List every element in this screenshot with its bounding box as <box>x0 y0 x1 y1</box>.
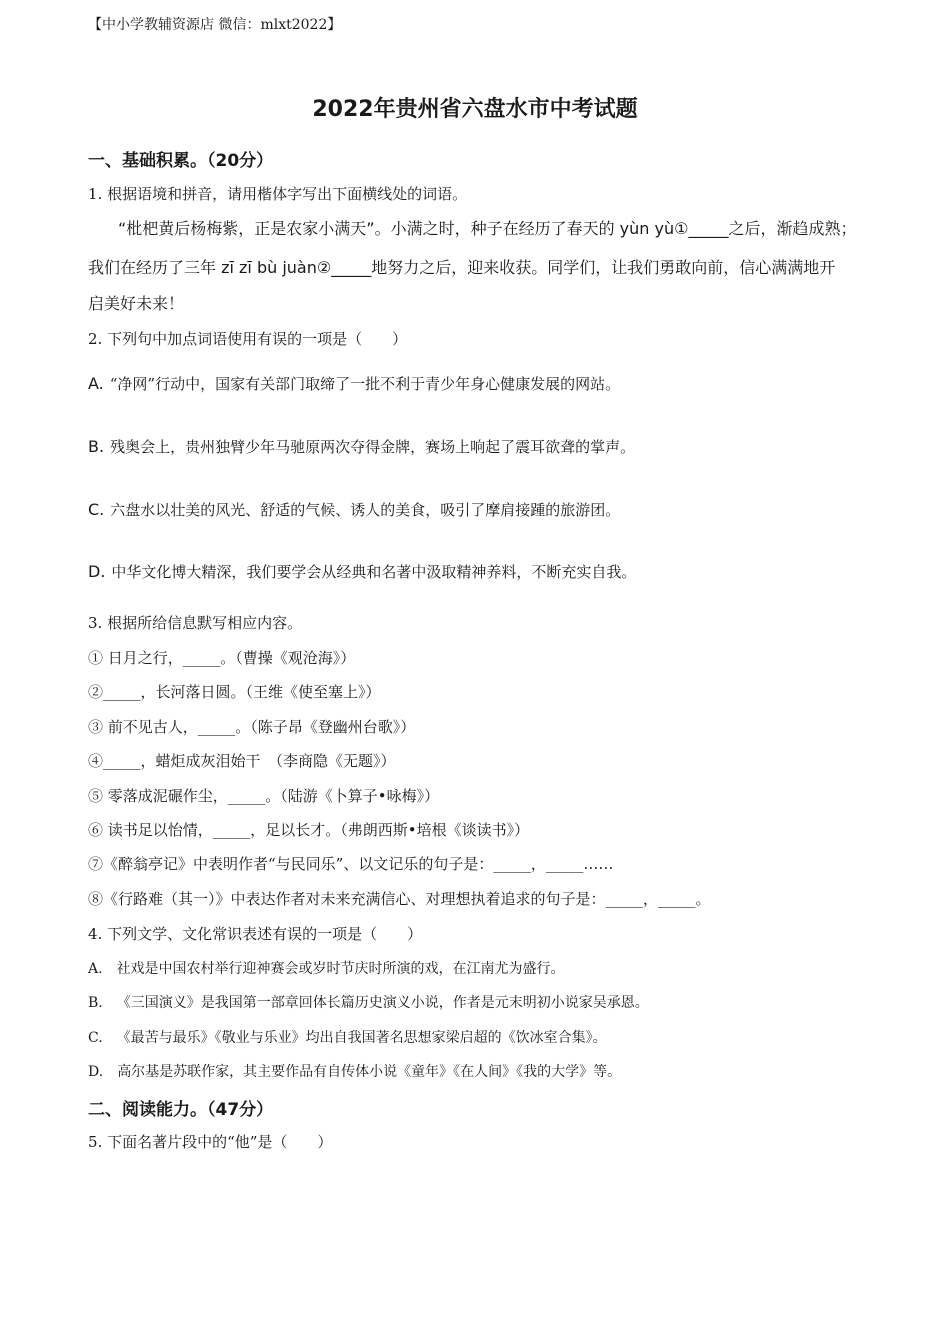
q3-item-3: ③ 前不见古人，_____。（陈子昂《登幽州台歌》） <box>88 718 416 736</box>
q3-item-5: ⑤ 零落成泥碾作尘，_____。（陆游《卜算子•咏梅》） <box>88 787 440 805</box>
option-label: C. <box>88 1030 103 1046</box>
option-label: D. <box>88 562 106 581</box>
q3-item-8: ⑧《行路难（其一）》中表达作者对未来充满信心、对理想执着追求的句子是：_____，_____。 <box>88 890 711 908</box>
page-header: 【中小学教辅资源店 微信：mlxt2022】 <box>88 17 342 33</box>
q4-option-d <box>88 1061 621 1081</box>
q2-option-d <box>88 561 636 582</box>
q1-stem: 1. 根据语境和拼音，请用楷体字写出下面横线处的词语。 <box>88 185 468 203</box>
q3-item-2: ②_____，长河落日圆。（王维《使至塞上》） <box>88 683 381 701</box>
option-text: 六盘水以壮美的风光、舒适的气候、诱人的美食，吸引了摩肩接踵的旅游团。 <box>110 501 621 519</box>
q3-item-4: ④_____，蜡炬成灰泪始干 （李商隐《无题》） <box>88 752 396 770</box>
section-heading-2: 二、阅读能力。（47分） <box>88 1100 274 1120</box>
q5-stem: 5. 下面名著片段中的“他”是（ ） <box>88 1133 333 1151</box>
section-heading-1: 一、基础积累。（20分） <box>88 151 274 171</box>
option-label: D. <box>88 1064 104 1080</box>
option-label: A. <box>88 961 103 977</box>
option-label: B. <box>88 437 105 456</box>
q2-option-b <box>88 436 635 457</box>
option-label: C. <box>88 500 105 519</box>
option-label: A. <box>88 374 104 393</box>
option-text: 《最苦与最乐》《敬业与乐业》均出自我国著名思想家梁启超的《饮冰室合集》。 <box>116 1030 607 1046</box>
q2-option-c <box>88 499 620 520</box>
option-label: B. <box>88 995 103 1011</box>
q4-option-b <box>88 992 649 1012</box>
q4-stem: 4. 下列文学、文化常识表述有误的一项是（ ） <box>88 925 423 943</box>
option-text: 高尔基是苏联作家，其主要作品有自传体小说《童年》《在人间》《我的大学》等。 <box>117 1064 622 1080</box>
page-title: 2022年贵州省六盘水市中考试题 <box>312 97 638 122</box>
q3-item-1: ① 日月之行，_____。（曹操《观沧海》） <box>88 649 356 667</box>
q4-option-c <box>88 1027 607 1047</box>
q1-passage-line-3: 启美好未来！ <box>88 294 185 313</box>
q3-item-6: ⑥ 读书足以怡情，_____，足以长才。（弗朗西斯•培根《谈读书》） <box>88 821 530 839</box>
q3-stem: 3. 根据所给信息默写相应内容。 <box>88 614 303 632</box>
option-text: 《三国演义》是我国第一部章回体长篇历史演义小说，作者是元末明初小说家吴承恩。 <box>116 995 649 1011</box>
option-text: “净网”行动中，国家有关部门取缔了一批不利于青少年身心健康发展的网站。 <box>109 375 621 393</box>
q3-item-7: ⑦《醉翁亭记》中表明作者“与民同乐”、以文记乐的句子是：_____，_____…… <box>88 855 614 873</box>
q4-option-a <box>88 958 565 978</box>
q2-stem: 2. 下列句中加点词语使用有误的一项是（ ） <box>88 330 408 348</box>
q1-passage-line-1: “枇杷黄后杨梅紫，正是农家小满天”。小满之时，种子在经历了春天的 yùn yù①_____之后，渐趋成熟； <box>118 219 857 238</box>
q1-passage-line-2: 我们在经历了三年 zī zī bù juàn②_____地努力之后，迎来收获。同学们，让我们勇敢向前，信心满满地开 <box>88 258 836 277</box>
option-text: 中华文化博大精深，我们要学会从经典和名著中汲取精神养料，不断充实自我。 <box>111 563 637 581</box>
option-text: 社戏是中国农村举行迎神赛会或岁时节庆时所演的戏，在江南尤为盛行。 <box>116 961 565 977</box>
q2-option-a <box>88 373 620 394</box>
option-text: 残奥会上，贵州独臂少年马驰原两次夺得金牌，赛场上响起了震耳欲聋的掌声。 <box>110 438 636 456</box>
